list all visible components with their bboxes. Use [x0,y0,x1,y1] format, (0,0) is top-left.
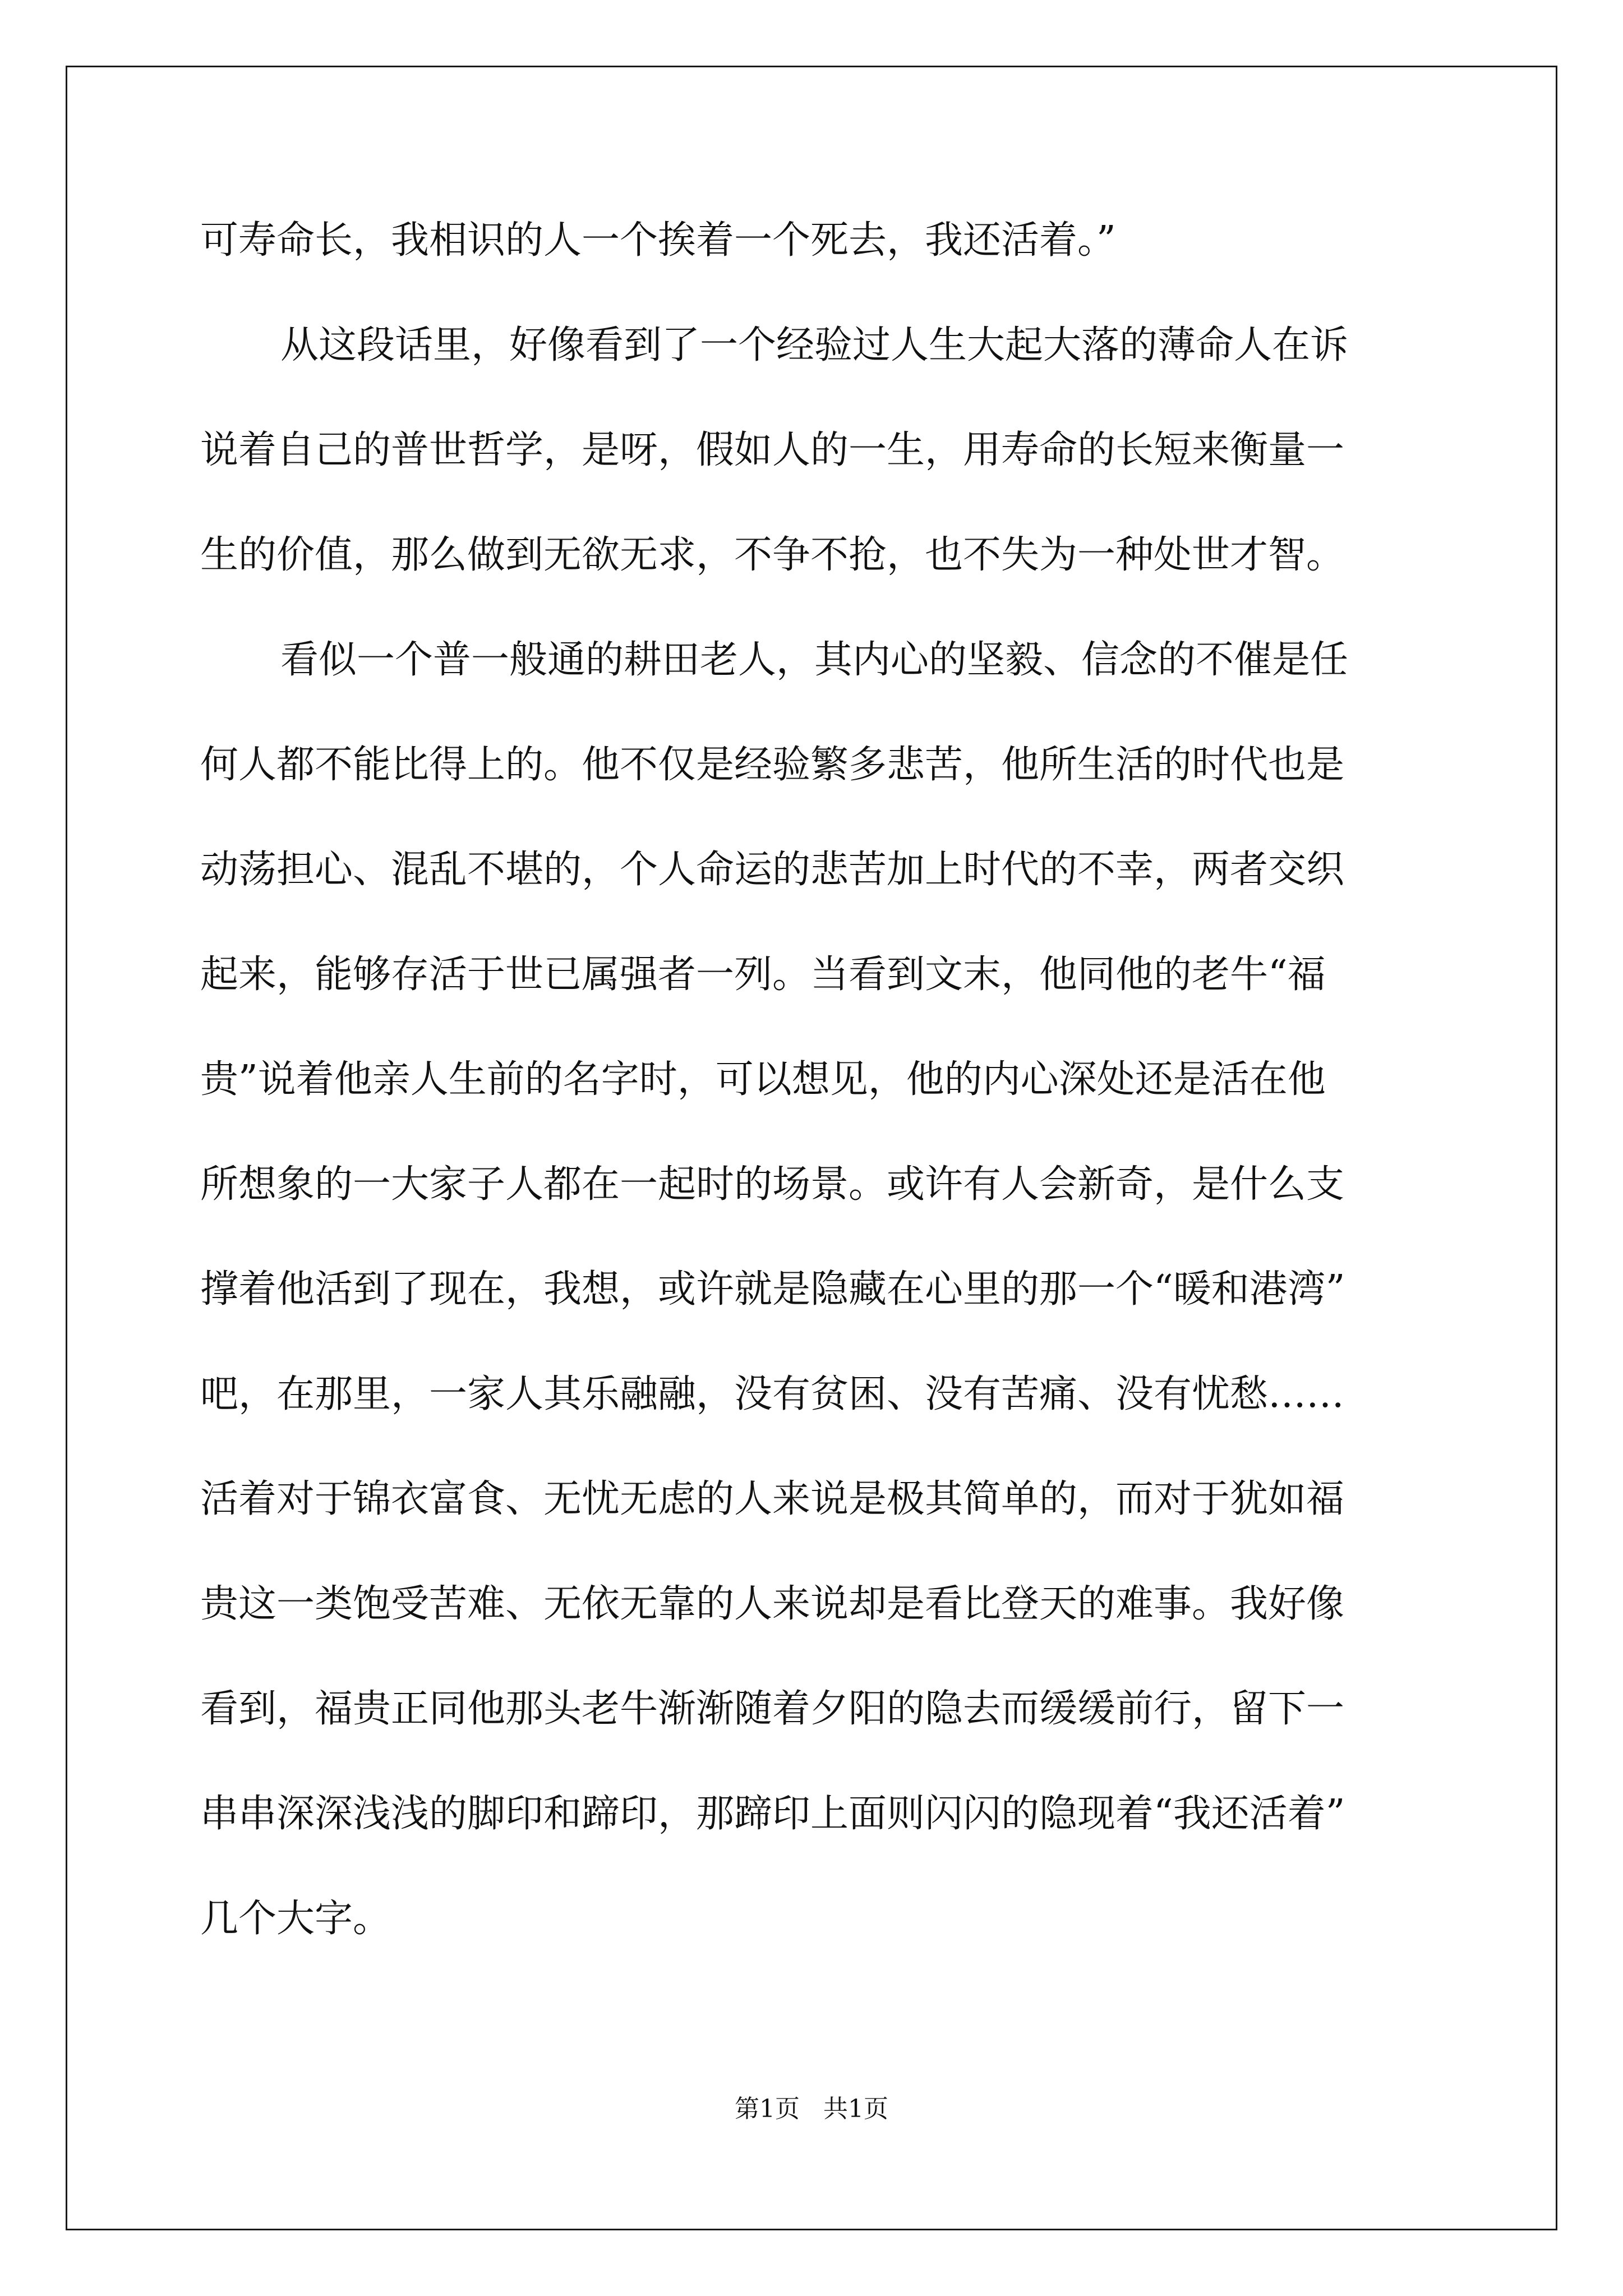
text-line: 看到，福贵正同他那头老牛渐渐随着夕阳的隐去而缓缓前行，留下一 [200,1687,1345,1731]
text-line: 看似一个普一般通的耕田老人，其内心的坚毅、信念的不催是任 [280,638,1349,682]
document-body [200,188,1424,1971]
text-line: 可寿命长，我相识的人一个挨着一个死去，我还活着。” [200,218,1116,263]
text-line: 几个大字。 [200,1897,391,1941]
text-line: 从这段话里，好像看到了一个经验过人生大起大落的薄命人在诉 [280,323,1349,367]
text-line: 所想象的一大家子人都在一起时的场景。或许有人会新奇，是什么支 [200,1162,1345,1207]
text-line: 贵”说着他亲人生前的名字时，可以想见，他的内心深处还是活在他 [200,1057,1326,1102]
text-line: 活着对于锦衣富食、无忧无虑的人来说是极其简单的，而对于犹如福 [200,1477,1345,1521]
text-line: 动荡担心、混乱不堪的，个人命运的悲苦加上时代的不幸，两者交织 [200,848,1345,892]
text-line: 起来，能够存活于世已属强者一列。当看到文末，他同他的老牛“福 [200,953,1326,997]
text-line: 生的价值，那么做到无欲无求，不争不抢，也不失为一种处世才智。 [200,533,1345,577]
text-line: 何人都不能比得上的。他不仅是经验繁多悲苦，他所生活的时代也是 [200,743,1345,787]
text-line: 吧，在那里，一家人其乐融融，没有贫困、没有苦痛、没有忧愁…… [200,1372,1345,1416]
text-line: 说着自己的普世哲学，是呀，假如人的一生，用寿命的长短来衡量一 [200,428,1345,472]
text-line: 串串深深浅浅的脚印和蹄印，那蹄印上面则闪闪的隐现着“我还活着” [200,1792,1345,1836]
text-line: 贵这一类饱受苦难、无依无靠的人来说却是看比登天的难事。我好像 [200,1582,1345,1626]
text-line: 撑着他活到了现在，我想，或许就是隐藏在心里的那一个“暖和港湾” [200,1267,1345,1312]
page-footer: 第1页 共1页 [735,2095,888,2123]
